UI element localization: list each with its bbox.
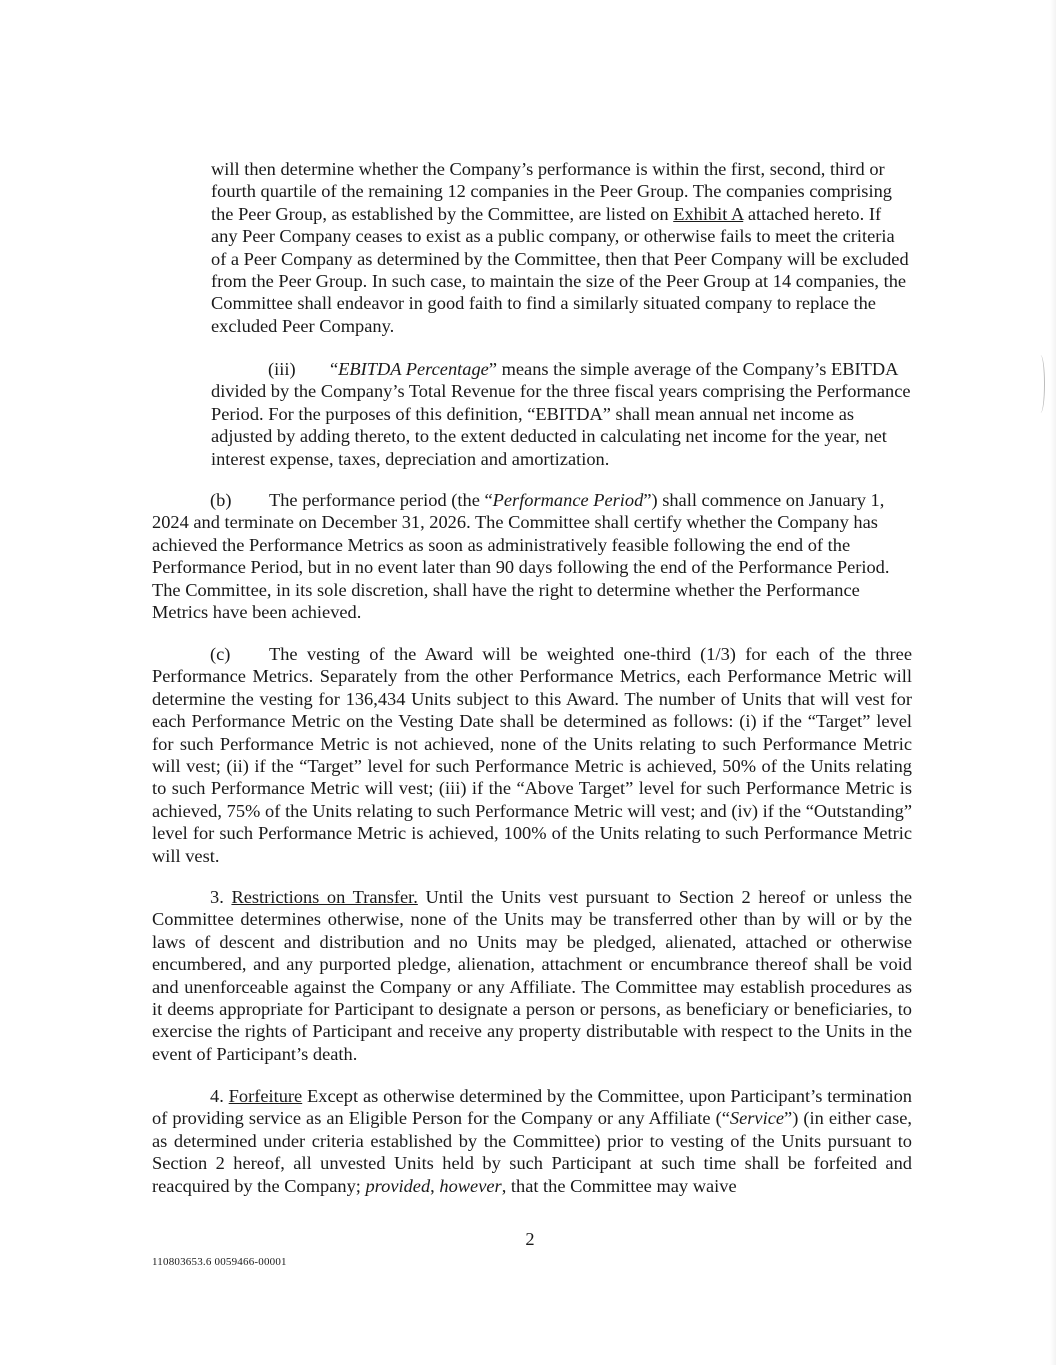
vesting-weighting-text: The vesting of the Award will be weighted one-third (1/3) for each of the three Performance Metrics. Separately from the other Performance Metrics, each Performance Metric will determine the vesting for 136,434 Units subject to this Award. The number of Units that will vest for each Performance Metric on the Vesting Date shall be determined as follows: (i) if the “Target” level for such Performance Metric is not achieved, none of the Units relating to such Performance Metric will vest; (ii) if the “Target” level for such Performance Metric is achieved, 50% of the Units relating to such Performance Metric will vest; (iii) if the “Above Target” level for such Performance Metric is achieved, 75% of the Units relating to such Performance Metric will vest; and (iv) if the “Outstanding” level for such Performance Metric is achieved, 100% of the Units relating to such Performance Metric will vest.	[152, 644, 912, 866]
performance-period-paragraph	[152, 489, 912, 623]
section-4-comma: ,	[430, 1175, 440, 1196]
vesting-weighting-paragraph	[152, 643, 912, 867]
ebitda-percentage-term: EBITDA Percentage	[338, 359, 489, 379]
performance-period-term: Performance Period	[492, 490, 644, 510]
clause-b-label: (b)	[210, 490, 232, 510]
section-3-number: 3.	[210, 887, 224, 907]
provided-term: provided	[365, 1175, 431, 1196]
section-4-text-2: ”) (in either case, as determined under criteria established by the Committee) prior to vesting of the Units pursuant to Section 2 hereof, all unvested Units held by such Participant at such time shall be forfeited and reacquired by the Company;	[152, 1108, 912, 1196]
section-4-paragraph	[152, 1085, 912, 1197]
performance-period-text-1: The performance period (the “	[269, 490, 493, 510]
section-4-heading: Forfeiture	[228, 1086, 303, 1106]
document-id: 110803653.6 0059466-00001	[152, 1256, 287, 1268]
peer-group-text-tail: attached hereto. If any Peer Company ceases to exist as a public company, or otherwise fails to meet the criteria of a Peer Company as determined by the Committee, then that Peer Company will be excluded from the Peer Group. In such case, to maintain the size of the Peer Group at 14 companies, the Committee shall endeavor in good faith to find a similarly situated company to replace the excluded Peer Company.	[211, 203, 909, 336]
service-term: Service	[729, 1108, 785, 1129]
however-term: however	[439, 1175, 502, 1196]
clause-c-label: (c)	[210, 644, 231, 664]
clause-iii-label: (iii)	[268, 359, 296, 379]
page-number: 2	[525, 1229, 535, 1249]
ebitda-percentage-paragraph	[211, 358, 911, 470]
ebitda-open-quote: “	[330, 359, 339, 379]
performance-period-text-2: ”) shall commence on January 1, 2024 and terminate on December 31, 2026. The Committee shall certify whether the Company has achieved the Performance Metrics as soon as administratively feasible following the end of the Performance Period, but in no event later than 90 days following the end of the Performance Period. The Committee, in its sole discretion, shall have the right to determine whether the Performance Metrics have been achieved.	[152, 490, 890, 623]
peer-group-paragraph	[211, 158, 911, 337]
section-3-heading: Restrictions on Transfer.	[231, 887, 418, 907]
section-4-text-1: Except as otherwise determined by the Committee, upon Participant’s termination of providing service as an Eligible Person for the Company or any Affiliate (“	[152, 1086, 912, 1129]
scan-edge-shadow	[1050, 0, 1056, 1365]
ebitda-percentage-text: ” means the simple average of the Company’s EBITDA divided by the Company’s Total Revenue for the three fiscal years comprising the Performance Period. For the purposes of this definition, “EBITDA” shall mean annual net income as adjusted by adding thereto, to the extent deducted in calculating net income for the year, net interest expense, taxes, depreciation and amortization.	[211, 359, 911, 469]
section-4-number: 4.	[210, 1086, 224, 1106]
section-3-paragraph	[152, 886, 912, 1065]
exhibit-a-link[interactable]: Exhibit A	[673, 203, 744, 224]
peer-group-text: will then determine whether the Company’s performance is within the first, second, third or fourth quartile of the remaining 12 companies in the Peer Group. The companies comprising the Peer Group, as established by the Committee, are listed on	[211, 159, 892, 224]
section-4-text-3: , that the Committee may waive	[501, 1175, 737, 1196]
section-3-text: Until the Units vest pursuant to Section 2 hereof or unless the Committee determines otherwise, none of the Units may be transferred other than by will or by the laws of descent and distribution and no Units may be pledged, alienated, attached or otherwise encumbered, and any purported pledge, alienation, attachment or encumbrance thereof shall be void and unenforceable against the Company or any Affiliate. The Committee may establish procedures as it deems appropriate for Participant to designate a person or persons, as beneficiary or beneficiaries, to exercise the rights of Participant and receive any property distributable with respect to the Units in the event of Participant’s death.	[152, 887, 912, 1064]
margin-scan-mark	[1036, 355, 1045, 413]
